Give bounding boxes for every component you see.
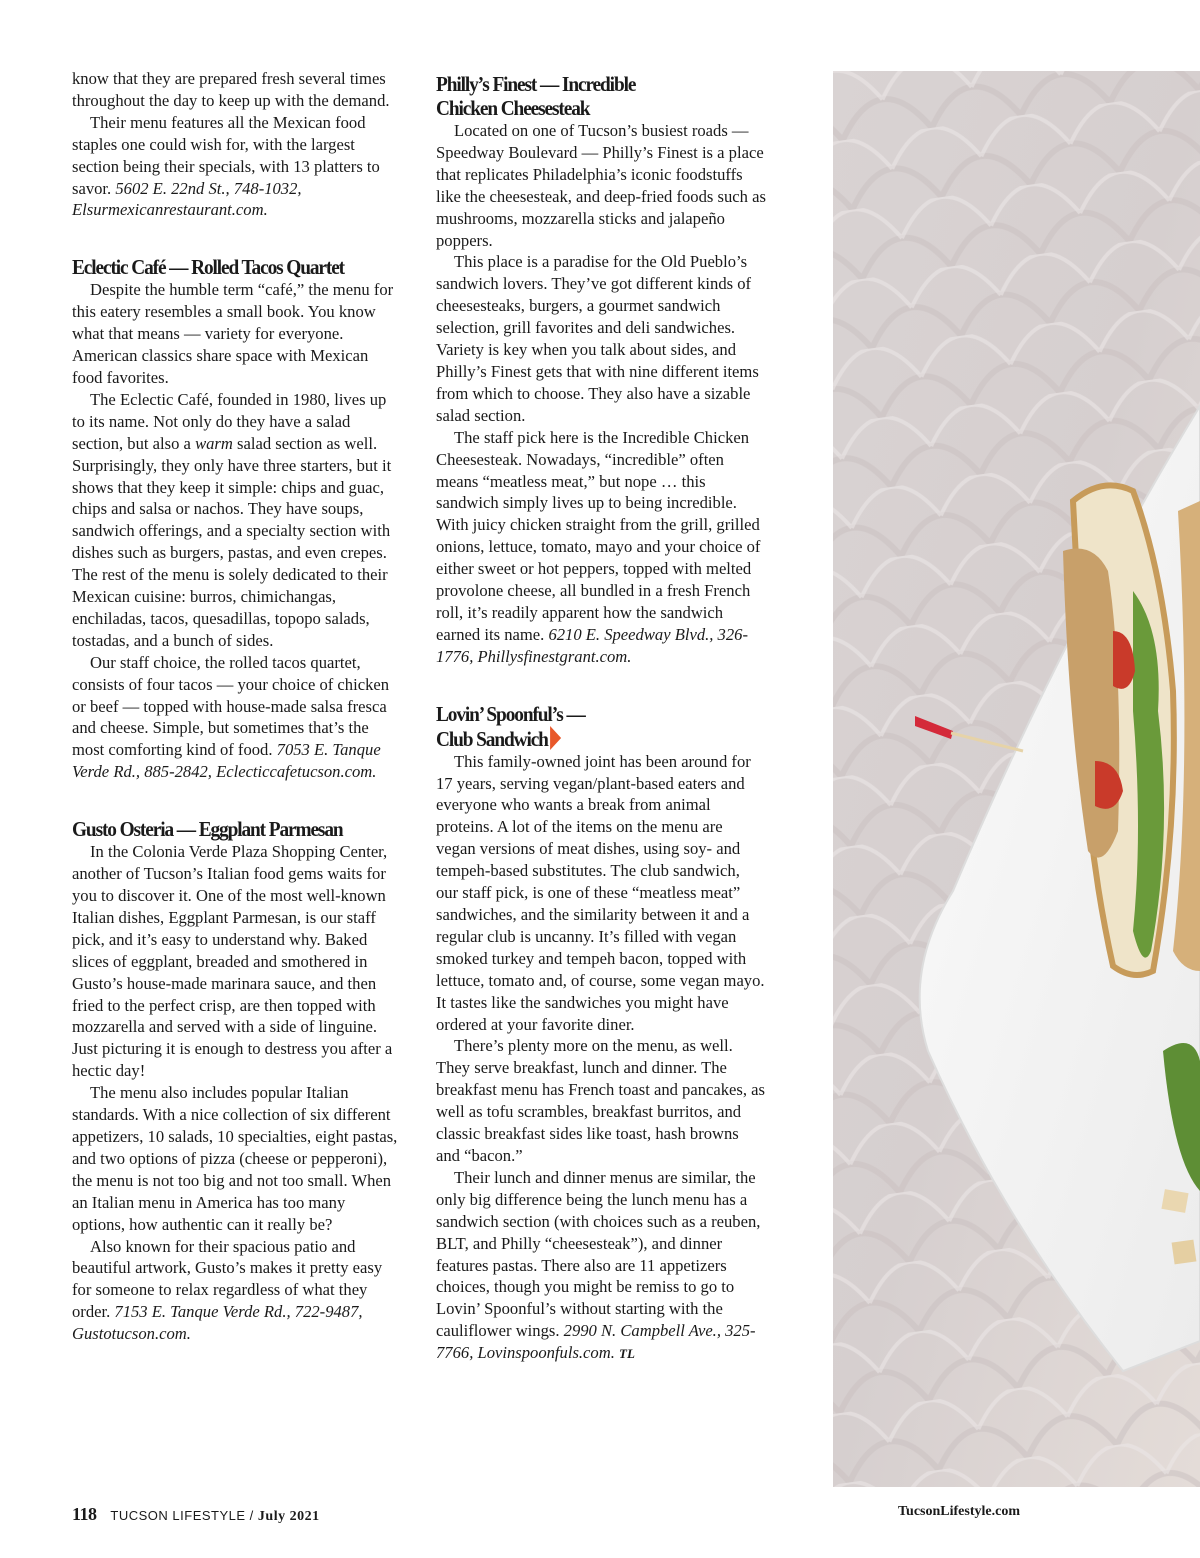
arrow-right-icon <box>550 726 561 750</box>
lovin-paragraph-2: There’s plenty more on the menu, as well. They serve breakfast, lunch and dinner. The breakfast menu has French toast and pancakes, as well as tofu scrambles, breakfast burritos, and classic breakfast sides like toast, hash browns and “bacon.” <box>436 1036 765 1165</box>
heading-eclectic-cafe: Eclectic Café — Rolled Tacos Quartet <box>72 255 345 280</box>
intro-paragraph: know that they are prepared fresh several times throughout the day to keep up with the demand. <box>72 69 390 110</box>
address-phillys: 6210 E. Speedway Blvd., 326-1776, Phillysfinestgrant.com. <box>436 624 748 666</box>
lovin-paragraph-1: This family-owned joint has been around for 17 years, serving vegan/plant-based eaters and everyone who wants a break from animal proteins. A lot of the items on the menu are vegan versions of meat dishes, using soy- and tempeh-based substitutes. The club sandwich, our staff pick, is one of these “meatless meat” sandwiches, and the similarity between it and a regular club is uncanny. It’s filled with vegan smoked turkey and tempeh bacon, topped with lettuce, tomato and, of course, some vegan mayo. It tastes like the sandwiches you might have ordered at your favorite diner. <box>436 751 765 1034</box>
magazine-name: TUCSON LIFESTYLE <box>110 1508 246 1523</box>
end-mark: TL <box>619 1346 635 1362</box>
gusto-paragraph-2: The menu also includes popular Italian standards. With a nice collection of six different appetizers, 10 salads, 10 specialties, eight pastas, and two options of pizza (cheese or pepperoni), the menu is not too big and not too small. When an Italian menu in America has too many options, how authentic can it really be? <box>72 1083 398 1234</box>
heading-lovin-spoonfuls-line1: Lovin’ Spoonful’s — <box>436 701 585 726</box>
eclectic-text-b: salad section as well. Surprisingly, they only have three starters, but it shows that they keep it simple: chips and guac, chips and salsa or nachos. They have soups, sandwich offerings, and a specialty section with dishes such as burgers, pastas, and even crepes. The rest of the menu is solely dedicated to their Mexican cuisine: burros, chimichangas, enchiladas, tacos, quesadillas, topopo salads, tostadas, and a bunch of sides. <box>72 433 392 650</box>
heading-gusto-osteria: Gusto Osteria — Eggplant Parmesan <box>72 817 343 842</box>
eclectic-text-c: Our staff choice, the rolled tacos quartet, consists of four tacos — your choice of chicken or beef — topped with house-made salsa fresca and cheese. Simple, but sometimes that’s the most comforting kind of food. <box>72 652 390 760</box>
eclectic-paragraph-2 <box>72 389 402 652</box>
gusto-paragraph-3 <box>72 1236 402 1346</box>
issue-date: July 2021 <box>257 1509 320 1524</box>
intro-text: Their menu features all the Mexican food staples one could wish for, with the largest section being their specials, with 13 platters to savor. <box>72 112 380 198</box>
address-gusto: 7153 E. Tanque Verde Rd., 722-9487, Gustotucson.com. <box>72 1302 363 1344</box>
left-column <box>72 68 402 1345</box>
lovin-paragraph-3 <box>436 1167 766 1365</box>
heading-text: Club Sandwich <box>436 726 548 751</box>
eclectic-emphasis: warm <box>195 433 233 453</box>
website-link[interactable]: TucsonLifestyle.com <box>898 1504 1020 1519</box>
heading-phillys-finest-line1: Philly’s Finest — Incredible <box>436 72 636 96</box>
gusto-text-c: Also known for their spacious patio and beautiful artwork, Gusto’s makes it pretty easy for someone to relax regardless of what they order. <box>72 1236 383 1322</box>
philly-paragraph-1: Located on one of Tucson’s busiest roads — Speedway Boulevard — Philly’s Finest is a place that replicates Philadelphia’s iconic foodstuffs like the cheesesteak, and deep-fried foods such as mushrooms, mozzarella sticks and jalapeño poppers. <box>436 121 766 250</box>
philly-paragraph-2: This place is a paradise for the Old Pueblo’s sandwich lovers. They’ve got different kinds of cheesesteaks, burgers, a gourmet sandwich selection, grill favorites and deli sandwiches. Variety is key when you talk about sides, and Philly’s Finest gets that with nine different items from which to choose. They also have a sizable salad section. <box>436 252 759 425</box>
address-eclectic-cafe: 7053 E. Tanque Verde Rd., 885-2842, Eclecticcafetucson.com. <box>72 740 381 782</box>
gusto-paragraph-1: In the Colonia Verde Plaza Shopping Center, another of Tucson’s Italian food gems waits for you to discover it. One of the most well-known Italian dishes, Eggplant Parmesan, is our staff pick, and it’s easy to understand why. Baked slices of eggplant, breaded and smothered in Gusto’s house-made marinara sauce, and then fried to the perfect crisp, are then topped with mozzarella and served with a side of linguine. Just picturing it is enough to destress you after a hectic day! <box>72 842 393 1081</box>
lovin-text-c: Their lunch and dinner menus are similar, the only big difference being the lunch menu has a sandwich section (with choices such as a reuben, BLT, and Philly “cheesesteak”), and dinner features pastas. There also are 11 appetizers choices, though you might be remiss to go to Lovin’ Spoonful’s without starting with the cauliflower wings. <box>436 1167 761 1341</box>
intro-paragraph-2 <box>72 112 402 222</box>
footer-separator: / <box>249 1508 254 1523</box>
sandwich-photo <box>833 71 1200 1487</box>
page-number: 118 <box>72 1504 97 1524</box>
address-el-sur: 5602 E. 22nd St., 748-1032, Elsurmexicanrestaurant.com. <box>72 178 302 220</box>
heading-phillys-finest-line2: Chicken Cheesesteak <box>436 96 590 120</box>
address-lovin: 2990 N. Campbell Ave., 325-7766, Lovinspoonfuls.com. <box>436 1321 756 1363</box>
philly-paragraph-3 <box>436 427 766 668</box>
philly-text-c: The staff pick here is the Incredible Chicken Cheesesteak. Nowadays, “incredible” often means “meatless meat,” but nope … this sandwich simply lives up to being incredible. With juicy chicken straight from the grill, grilled onions, lettuce, tomato, mayo and your choice of either sweet or hot peppers, topped with melted provolone cheese, all bundled in a fresh French roll, it’s readily apparent how the sandwich earned its name. <box>436 427 761 644</box>
eclectic-paragraph-1: Despite the humble term “café,” the menu for this eatery resembles a small book. You know what that means — variety for everyone. American classics share space with Mexican food favorites. <box>72 280 394 387</box>
heading-lovin-spoonfuls-line2 <box>436 726 740 751</box>
middle-column <box>436 72 766 1365</box>
page-footer <box>72 1504 320 1525</box>
eclectic-paragraph-3 <box>72 652 402 783</box>
eclectic-text-a: The Eclectic Café, founded in 1980, lives up to its name. Not only do they have a salad section, but also a <box>72 389 387 453</box>
